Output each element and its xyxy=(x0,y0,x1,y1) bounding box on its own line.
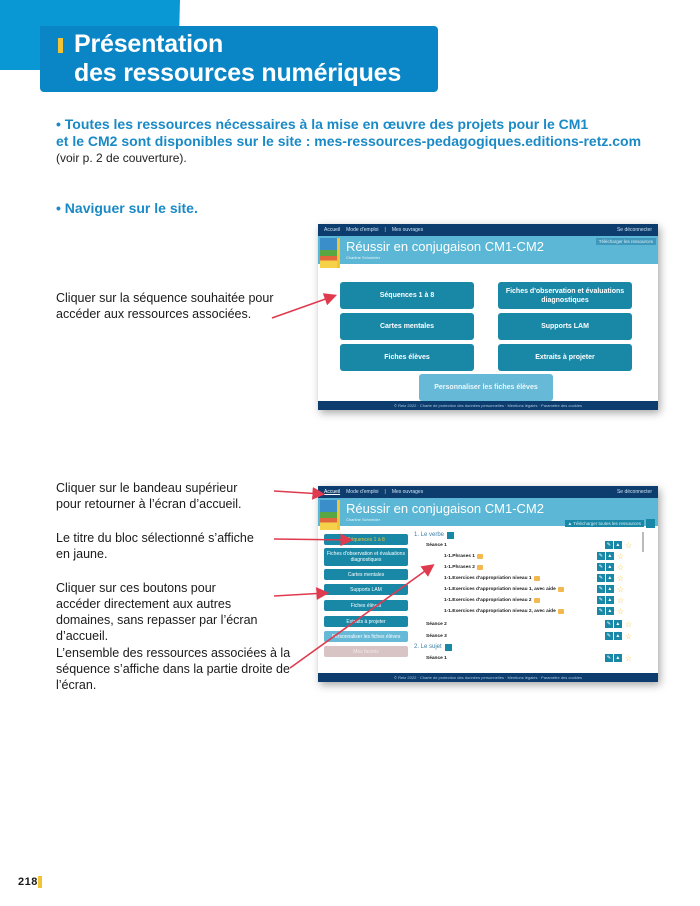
tree-resource[interactable] xyxy=(414,606,642,616)
page-title xyxy=(74,30,401,88)
favorite-star-icon[interactable]: ☆ xyxy=(616,573,624,583)
tree-chapter[interactable] xyxy=(414,642,642,652)
download-icon[interactable]: ▲ xyxy=(615,542,621,548)
nav-books[interactable]: Mes ouvrages xyxy=(391,227,424,233)
site-author: Charline Schneider xyxy=(346,517,381,522)
tree-label: 1-1.Exercices d'appropriation niveau 1 xyxy=(444,575,532,581)
sidebar-mind-maps[interactable]: Cartes mentales xyxy=(324,569,408,580)
tree-resource[interactable] xyxy=(414,562,642,572)
tree-label: 2. Le sujet xyxy=(414,644,442,650)
site-footer: © Retz 2022 · Charte de protection des données personnelles · Mentions légales · Paramètre des cookies xyxy=(318,401,658,410)
site-title: Réussir en conjugaison CM1-CM2 xyxy=(346,239,544,254)
tree-label: Séance 2 xyxy=(426,621,447,627)
nav-logout[interactable]: Se déconnecter xyxy=(616,489,652,495)
download-icon[interactable]: ▲ xyxy=(615,633,621,639)
home-button-lam[interactable]: Supports LAM xyxy=(498,313,632,340)
download-icon[interactable]: ▲ xyxy=(607,575,613,581)
site-top-nav[interactable] xyxy=(318,486,658,498)
tree-label: Séance 1 xyxy=(426,655,447,661)
download-icon[interactable]: ▲ xyxy=(607,597,613,603)
nav-help[interactable]: Mode d'emploi xyxy=(346,227,379,233)
edit-icon[interactable]: ✎ xyxy=(598,553,603,559)
site-top-nav[interactable] xyxy=(318,224,658,236)
tree-label: 1-1.Phrases 1 xyxy=(444,553,475,559)
nav-separator: | xyxy=(384,227,386,233)
home-button-projections[interactable]: Extraits à projeter xyxy=(498,344,632,371)
download-icon[interactable]: ▲ xyxy=(607,553,613,559)
tree-chapter[interactable] xyxy=(414,530,642,540)
edit-icon[interactable]: ✎ xyxy=(598,608,603,614)
favorite-star-icon[interactable]: ☆ xyxy=(616,584,624,594)
home-button-sequences[interactable]: Séquences 1 à 8 xyxy=(340,282,474,309)
download-icon[interactable]: ▲ xyxy=(615,621,621,627)
intro-paragraph xyxy=(56,116,676,167)
nav-logout[interactable]: Se déconnecter xyxy=(616,227,652,233)
row-actions xyxy=(597,596,624,605)
site-footer: © Retz 2022 · Charte de protection des données personnelles · Mentions légales · Paramètre des cookies xyxy=(318,673,658,682)
tree-session[interactable] xyxy=(414,540,642,550)
download-resources-button[interactable]: Télécharger les ressources xyxy=(596,238,656,245)
sidebar-sequences[interactable]: Séquences 1 à 8 xyxy=(324,534,408,545)
favorite-star-icon[interactable]: ☆ xyxy=(624,619,632,629)
tree-resource[interactable] xyxy=(414,573,642,583)
sidebar-diagnostics[interactable]: Fiches d'observation et évaluations diagnostiques xyxy=(324,548,408,566)
sidebar-projections[interactable]: Extraits à projeter xyxy=(324,616,408,627)
edit-icon[interactable]: ✎ xyxy=(598,597,603,603)
sidebar-student-sheets[interactable]: Fiches élèves xyxy=(324,600,408,611)
intro-line-1: • Toutes les ressources nécessaires à la mise en œuvre des projets pour le CM1 xyxy=(56,116,589,132)
download-all-label: Télécharger toutes les ressources xyxy=(573,521,641,526)
nav-separator: | xyxy=(384,489,386,495)
tree-session[interactable] xyxy=(414,653,642,663)
callout-yellow-title: Le titre du bloc sélectionné s’affiche en jaune. xyxy=(56,531,254,561)
lock-icon xyxy=(477,565,483,570)
edit-icon[interactable] xyxy=(445,644,452,651)
home-button-mind-maps[interactable]: Cartes mentales xyxy=(340,313,474,340)
favorite-star-icon[interactable]: ☆ xyxy=(616,562,624,572)
edit-icon[interactable]: ✎ xyxy=(606,542,611,548)
grid-view-icon[interactable] xyxy=(646,519,655,528)
nav-help[interactable]: Mode d'emploi xyxy=(346,489,379,495)
tree-session[interactable] xyxy=(414,631,642,641)
download-icon[interactable]: ▲ xyxy=(615,655,621,661)
row-actions xyxy=(597,607,624,616)
favorite-star-icon[interactable]: ☆ xyxy=(624,653,632,663)
book-cover-image xyxy=(320,238,340,268)
callout-domain-buttons: Cliquer sur ces boutons pour accéder directement aux autres domaines, sans repasser par l’écran d’accueil. xyxy=(56,581,258,643)
download-icon[interactable]: ▲ xyxy=(607,564,613,570)
row-actions xyxy=(597,574,624,583)
tree-label: 1-1.Exercices d'appropriation niveau 2, avec aide xyxy=(444,608,556,614)
tree-label: 1-1.Exercices d'appropriation niveau 2 xyxy=(444,597,532,603)
row-actions xyxy=(597,552,624,561)
row-actions xyxy=(605,654,632,663)
favorite-star-icon[interactable]: ☆ xyxy=(616,606,624,616)
tree-label: 1-1.Phrases 2 xyxy=(444,564,475,570)
edit-icon[interactable]: ✎ xyxy=(606,655,611,661)
download-icon[interactable]: ▲ xyxy=(607,608,613,614)
title-line-1: Présentation xyxy=(74,30,224,58)
screenshot-sequences xyxy=(318,486,658,682)
site-banner[interactable] xyxy=(318,236,658,264)
site-author: Charline Schneider xyxy=(346,255,381,260)
tree-label: Séance 3 xyxy=(426,633,447,639)
sidebar-lam[interactable]: Supports LAM xyxy=(324,584,408,595)
favorite-star-icon[interactable]: ☆ xyxy=(616,551,624,561)
tree-session[interactable] xyxy=(414,619,642,629)
edit-icon[interactable]: ✎ xyxy=(598,575,603,581)
lock-icon xyxy=(558,609,564,614)
nav-books[interactable]: Mes ouvrages xyxy=(391,489,424,495)
site-title: Réussir en conjugaison CM1-CM2 xyxy=(346,501,544,516)
tree-resource[interactable] xyxy=(414,595,642,605)
edit-icon[interactable]: ✎ xyxy=(606,621,611,627)
lock-icon xyxy=(477,554,483,559)
screenshot-home xyxy=(318,224,658,410)
home-button-diagnostics[interactable]: Fiches d'observation et évaluations diagnostiques xyxy=(498,282,632,309)
tree-resource[interactable] xyxy=(414,551,642,561)
title-line-2: des ressources numériques xyxy=(74,59,402,87)
callout-sequence: Cliquer sur la séquence souhaitée pour accéder aux ressources associées. xyxy=(56,291,274,321)
row-actions xyxy=(597,585,624,594)
page-number: 218 xyxy=(18,876,38,888)
lock-icon xyxy=(558,587,564,592)
tree-resource[interactable] xyxy=(414,584,642,594)
edit-icon[interactable]: ✎ xyxy=(598,586,603,592)
download-icon[interactable]: ▲ xyxy=(607,586,613,592)
sidebar-favorites[interactable]: Mes favoris xyxy=(324,646,408,657)
navigate-heading: • Naviguer sur le site. xyxy=(56,200,198,216)
home-button-customize[interactable]: Personnaliser les fiches élèves xyxy=(419,374,553,401)
favorite-star-icon[interactable]: ☆ xyxy=(624,540,632,550)
book-cover-image xyxy=(320,500,340,530)
home-button-student-sheets[interactable]: Fiches élèves xyxy=(340,344,474,371)
nav-home[interactable]: Accueil xyxy=(324,489,341,495)
download-all-button[interactable]: ▲ Télécharger toutes les ressources xyxy=(565,520,644,527)
edit-icon[interactable] xyxy=(447,532,454,539)
sidebar-customize[interactable]: Personnaliser les fiches élèves xyxy=(324,631,408,642)
intro-line-2: et le CM2 sont disponibles sur le site : mes-ressources-pedagogiques.editions-retz.com xyxy=(56,133,642,149)
row-actions xyxy=(605,541,632,550)
tree-label: 1-1.Exercices d'appropriation niveau 1, avec aide xyxy=(444,586,556,592)
row-actions xyxy=(597,563,624,572)
page-number-marker xyxy=(38,876,42,888)
row-actions xyxy=(605,620,632,629)
tree-label: Séance 1 xyxy=(426,542,447,548)
scrollbar[interactable] xyxy=(642,532,644,552)
lock-icon xyxy=(534,598,540,603)
nav-home[interactable]: Accueil xyxy=(324,227,341,233)
row-actions xyxy=(605,632,632,641)
callout-banner: Cliquer sur le bandeau supérieur pour retourner à l’écran d’accueil. xyxy=(56,481,242,511)
edit-icon[interactable]: ✎ xyxy=(598,564,603,570)
favorite-star-icon[interactable]: ☆ xyxy=(616,595,624,605)
favorite-star-icon[interactable]: ☆ xyxy=(624,631,632,641)
title-marker xyxy=(58,38,63,53)
callout-resources: L’ensemble des ressources associées à la séquence s’affiche dans la partie droite de l’écran. xyxy=(56,646,291,692)
tree-label: 1. Le verbe xyxy=(414,532,445,538)
lock-icon xyxy=(534,576,540,581)
intro-line-3: (voir p. 2 de couverture). xyxy=(56,151,187,165)
edit-icon[interactable]: ✎ xyxy=(606,633,611,639)
